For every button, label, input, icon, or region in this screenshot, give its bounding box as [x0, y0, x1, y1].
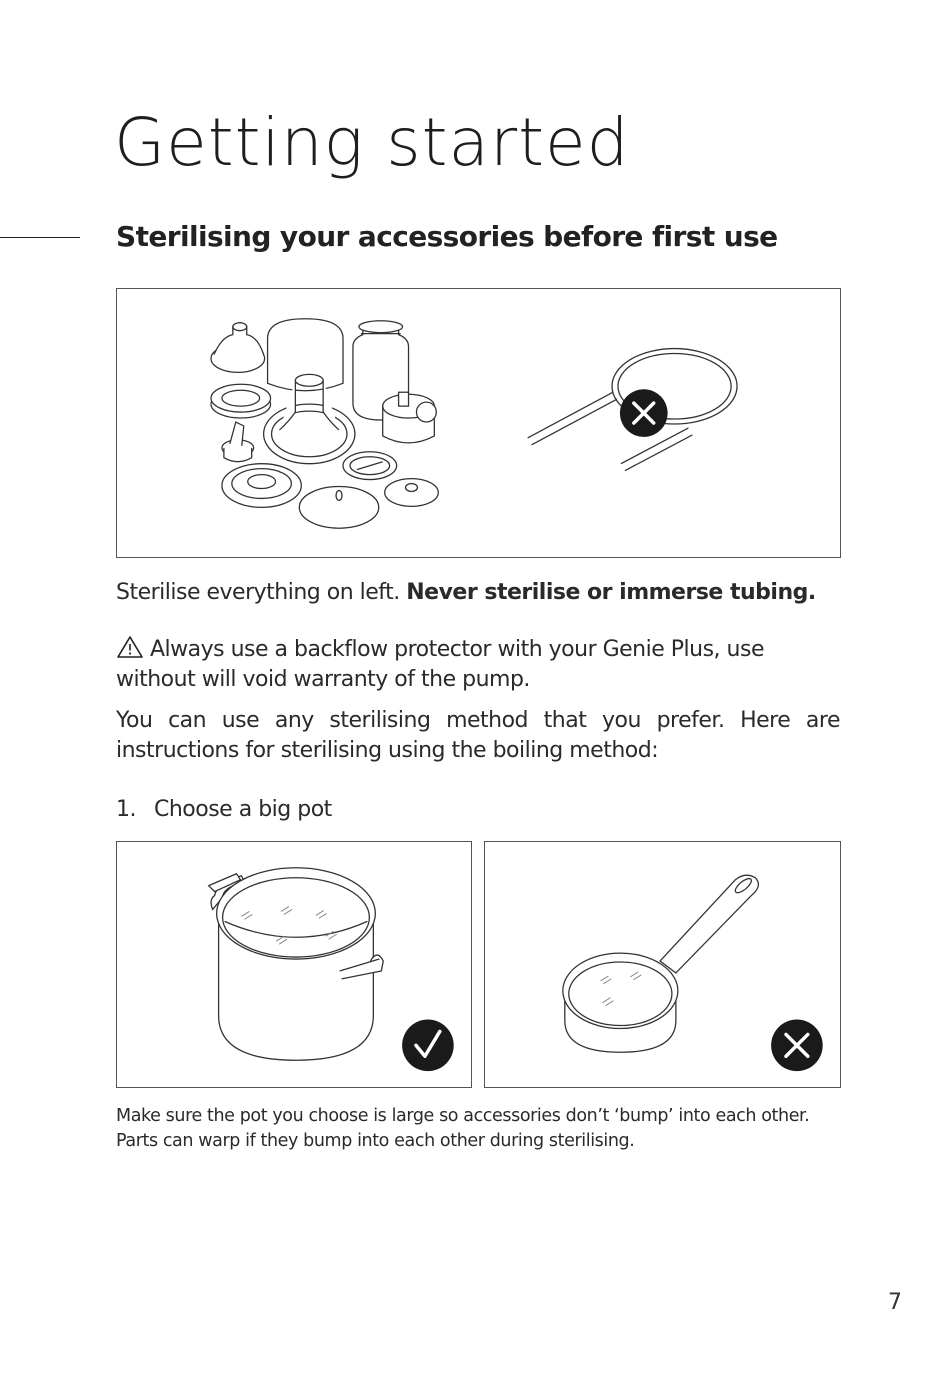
saucepan-illustration [563, 875, 759, 1052]
cross-icon [620, 389, 668, 437]
sterilise-instruction [116, 578, 840, 608]
warning-triangle-icon [116, 635, 144, 659]
section-rule [0, 237, 80, 238]
step-number: 1. [116, 797, 136, 822]
check-icon [402, 1020, 454, 1072]
page-number: 7 [888, 1290, 902, 1315]
big-pot-figure [116, 841, 472, 1088]
sterilise-instruction-normal: Sterilise everything on left. [116, 580, 407, 605]
warning-text: Always use a backflow protector with your Genie Plus, use without will void warranty of the pump. [116, 637, 764, 692]
pump-accessories-illustration [211, 319, 438, 528]
section-subtitle: Sterilising your accessories before first use [116, 220, 778, 253]
page-title: Getting started [114, 104, 630, 181]
step-1 [116, 795, 332, 825]
accessories-figure [116, 288, 841, 558]
warning-note [116, 635, 840, 695]
pot-size-note: Make sure the pot you choose is large so accessories don’t ‘bump’ into each other. Parts can warp if they bump into each other during sterilising. [116, 1106, 810, 1151]
cross-icon [771, 1020, 823, 1072]
sterilising-method-text: You can use any sterilising method that you prefer. Here are instructions for sterilising using the boiling method: [116, 708, 840, 763]
step-text: Choose a big pot [154, 797, 332, 822]
stock-pot-illustration [209, 868, 384, 1060]
small-pan-figure [484, 841, 841, 1088]
sterilise-instruction-bold: Never sterilise or immerse tubing. [406, 580, 816, 605]
